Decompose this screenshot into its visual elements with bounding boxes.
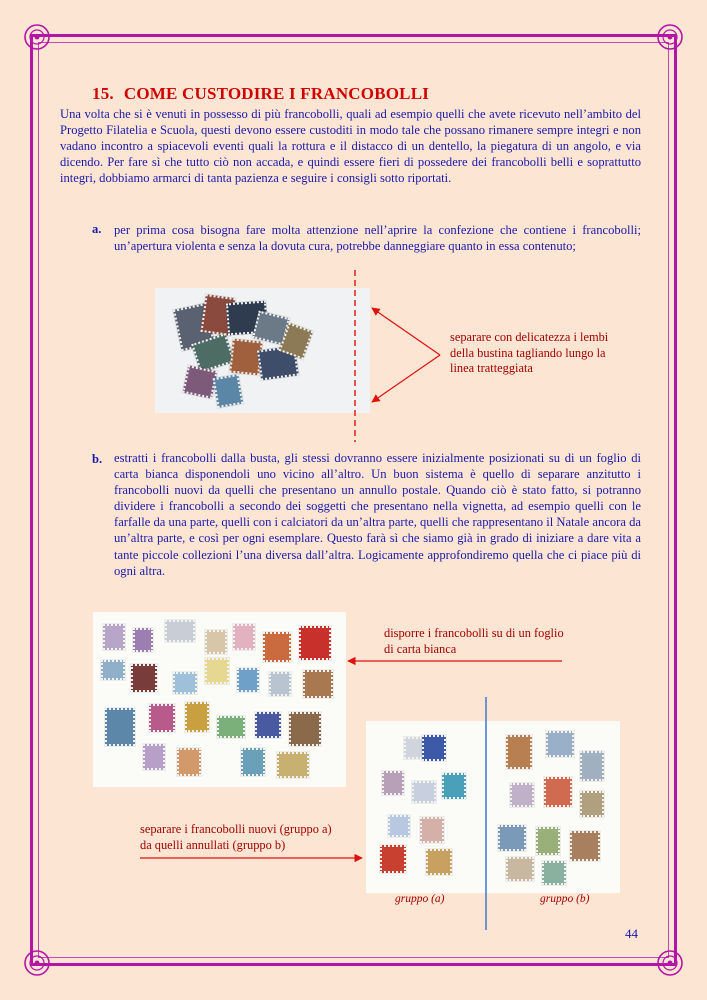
item-b-label: b. <box>92 452 103 466</box>
note-line: separare i francobolli nuovi (gruppo a) <box>140 822 332 836</box>
intro-paragraph: Una volta che si è venuti in possesso di più francobolli, quali ad esempio quelli che avete ricevuto nell’ambito del Progetto Filatelia e Scuola, questi devono essere custoditi in modo tale che possano rimanere sempre integri e non vadano incontro a spiacevoli eventi quali la rottura e il distacco di un dentello, la piegatura di un angolo, e via dicendo. Per fare sì che tutto ciò non accada, e quindi essere fieri di possedere dei francobolli belli e soprattutto integri, dobbiamo armarci di tanta pazienza e seguire i consigli sotto riportati. <box>60 107 641 186</box>
item-a-text: per prima cosa bisogna fare molta attenzione nell’aprire la confezione che contiene i francobolli; un’apertura violenta e senza la dovuta cura, potrebbe danneggiare quanto in essa contenuto; <box>114 223 641 254</box>
note-line: della bustina tagliando lungo la <box>450 345 606 360</box>
note-line: di carta bianca <box>384 641 457 656</box>
page-number: 44 <box>625 926 638 941</box>
section-heading <box>92 84 429 104</box>
corner-ornament-icon <box>22 948 52 978</box>
item-a-label: a. <box>92 222 102 236</box>
stamps-on-sheet-photo <box>93 612 346 787</box>
note-line: separare con delicatezza i lembi <box>450 330 609 344</box>
group-a-label: gruppo (a) <box>395 893 445 905</box>
item-b-text: estratti i francobolli dalla busta, gli stessi dovranno essere inizialmente posizionati su di un foglio di carta bianca disponendoli uno vicino all’altro. Un buon sistema è quello di separare anzitutto i francobolli nuovi da quelli che presentano un annullo postale. Quando ciò è stato fatto, si potranno dividere i francobolli a secondo dei soggetti che presentano nella vignetta, ad esempio quelli con le farfalle da una parte, quelli con i calciatori da un’altra parte, quelli che rappresentano il Natale ancora da un’altra parte, e così per ogni esemplare. Questo farà sì che siamo già in grado di iniziare a dare vita a tante piccole collezioni l’una diversa dall’altra. Logicamente approfondiremo quella che ci piace più di ogni altra. <box>114 451 641 578</box>
section-title: COME CUSTODIRE I FRANCOBOLLI <box>123 84 430 103</box>
grouped-stamps-photo <box>366 721 620 893</box>
note-line: da quelli annullati (gruppo b) <box>140 837 286 852</box>
corner-ornament-icon <box>22 22 52 52</box>
group-b-label: gruppo (b) <box>540 893 590 905</box>
section-number: 15. <box>92 84 114 103</box>
sheet-instruction-note <box>384 626 564 657</box>
note-line: disporre i francobolli su di un foglio <box>384 626 564 640</box>
corner-ornament-icon <box>655 22 685 52</box>
groups-instruction-note <box>140 822 332 853</box>
note-line: linea tratteggiata <box>450 361 533 375</box>
cut-instruction-note <box>450 330 608 377</box>
stamp-bag-photo <box>155 288 370 413</box>
corner-ornament-icon <box>655 948 685 978</box>
